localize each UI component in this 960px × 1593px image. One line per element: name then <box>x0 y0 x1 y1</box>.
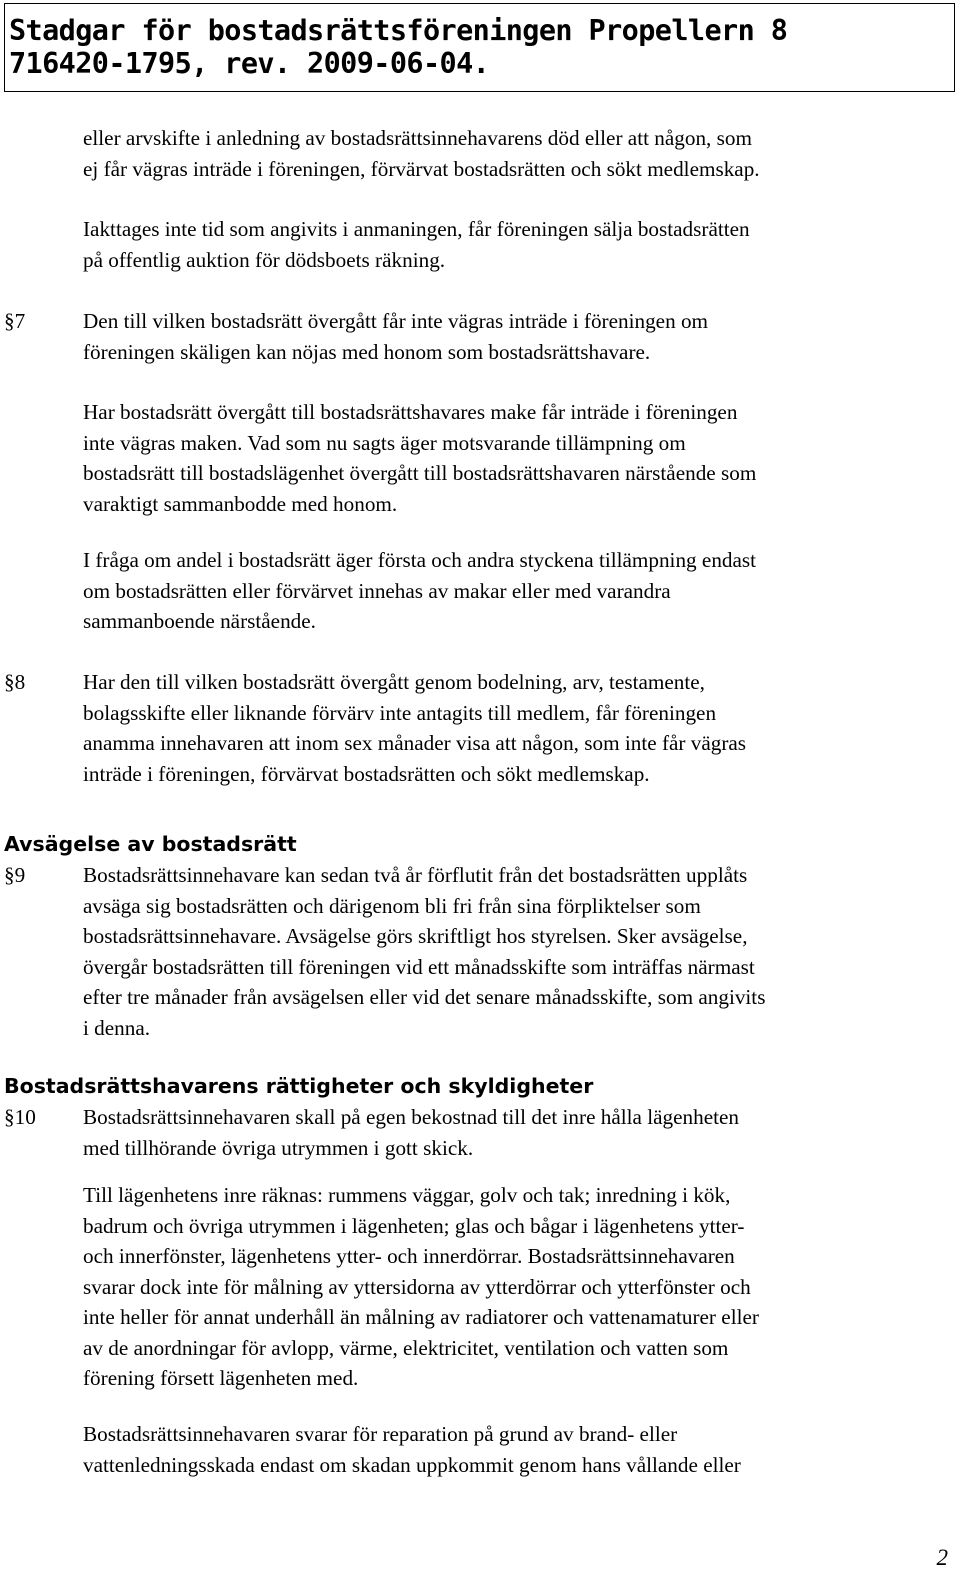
text-line: Har bostadsrätt övergått till bostadsrättshavares make får inträde i föreningen <box>83 400 738 424</box>
page-number: 2 <box>936 1545 948 1570</box>
section-7-paragraph-3 <box>83 545 756 637</box>
text-line: föreningen skäligen kan nöjas med honom som bostadsrättshavare. <box>83 339 651 364</box>
text-line: inte heller för annat underhåll än målning av radiatorer och vattenamaturer eller <box>83 1305 759 1329</box>
text-line: bostadsrätt till bostadslägenhet övergått till bostadsrättshavaren närstående som <box>83 461 757 485</box>
text-line: och innerfönster, lägenhetens ytter- och innerdörrar. Bostadsrättsinnehavaren <box>83 1244 735 1268</box>
text-line: Bostadsrättsinnehavaren skall på egen bekostnad till det inre hålla lägenheten <box>83 1105 740 1129</box>
section-7-paragraph-1 <box>83 306 708 367</box>
text-line: varaktigt sammanbodde med honom. <box>83 491 398 516</box>
text-line: bostadsrättsinnehavare. Avsägelse görs skriftligt hos styrelsen. Sker avsägelse, <box>83 924 748 948</box>
heading-rattigheter: Bostadsrättshavarens rättigheter och skyldigheter <box>4 1074 594 1098</box>
text-line: Iakttages inte tid som angivits i anmaningen, får föreningen sälja bostadsrätten <box>83 217 750 241</box>
text-line: svarar dock inte för målning av yttersidorna av ytterdörrar och ytterfönster och <box>83 1274 751 1299</box>
section-8-paragraph-1 <box>83 667 746 789</box>
text-line: eller arvskifte i anledning av bostadsrättsinnehavarens död eller att någon, som <box>83 126 752 150</box>
text-line: Har den till vilken bostadsrätt övergått genom bodelning, arv, testamente, <box>83 670 705 694</box>
section-number-7: §7 <box>4 309 26 333</box>
heading-avsagelse: Avsägelse av bostadsrätt <box>4 832 297 856</box>
text-line: inträde i föreningen, förvärvat bostadsrätten och sökt medlemskap. <box>83 761 650 786</box>
text-line: Bostadsrättsinnehavare kan sedan två år förflutit från det bostadsrätten upplåts <box>83 863 748 887</box>
paragraph-iakttages <box>83 214 750 275</box>
text-line: med tillhörande övriga utrymmen i gott skick. <box>83 1135 474 1160</box>
section-number-9: §9 <box>4 863 26 887</box>
text-line: på offentlig auktion för dödsboets räkning. <box>83 247 446 272</box>
text-line: anamma innehavaren att inom sex månader visa att någon, som inte får vägras <box>83 731 747 755</box>
text-line: Bostadsrättsinnehavaren svarar för reparation på grund av brand- eller <box>83 1422 678 1446</box>
text-line: I fråga om andel i bostadsrätt äger första och andra styckena tillämpning endast <box>83 548 757 572</box>
section-10-paragraph-1 <box>83 1102 739 1163</box>
section-number-8: §8 <box>4 670 26 694</box>
text-line: Till lägenhetens inre räknas: rummens väggar, golv och tak; inredning i kök, <box>83 1183 731 1207</box>
text-line: om bostadsrätten eller förvärvet innehas av makar eller med varandra <box>83 578 671 603</box>
text-line: Den till vilken bostadsrätt övergått får inte vägras inträde i föreningen om <box>83 309 709 333</box>
text-line: ej får vägras inträde i föreningen, förvärvat bostadsrätten och sökt medlemskap. <box>83 156 760 181</box>
section-10-paragraph-3 <box>83 1419 741 1480</box>
document-header <box>4 3 955 92</box>
text-line: i denna. <box>83 1015 151 1040</box>
text-line: vattenledningsskada endast om skadan uppkommit genom hans vållande eller <box>83 1452 741 1477</box>
text-line: övergår bostadsrätten till föreningen vid ett månadsskifte som inträffas närmast <box>83 954 755 979</box>
text-line: av de anordningar för avlopp, värme, elektricitet, ventilation och vatten som <box>83 1335 729 1360</box>
text-line: förening försett lägenheten med. <box>83 1366 359 1390</box>
header-org-number: 716420-1795, rev. 2009-06-04. <box>9 47 490 80</box>
section-10-paragraph-2 <box>83 1180 759 1394</box>
section-7-paragraph-2 <box>83 397 756 519</box>
section-number-10: §10 <box>4 1105 36 1129</box>
text-line: badrum och övriga utrymmen i lägenheten; glas och bågar i lägenhetens ytter- <box>83 1213 745 1238</box>
text-line: bolagsskifte eller liknande förvärv inte antagits till medlem, får föreningen <box>83 700 717 725</box>
paragraph-intro <box>83 123 760 184</box>
header-title: Stadgar för bostadsrättsföreningen Propellern 8 <box>9 14 788 47</box>
text-line: efter tre månader från avsägelsen eller vid det senare månadsskifte, som angivits <box>83 985 766 1009</box>
section-9-paragraph-1 <box>83 860 765 1043</box>
text-line: sammanboende närstående. <box>83 609 316 633</box>
text-line: inte vägras maken. Vad som nu sagts äger motsvarande tillämpning om <box>83 430 686 455</box>
text-line: avsäga sig bostadsrätten och därigenom bli fri från sina förpliktelser som <box>83 893 701 918</box>
